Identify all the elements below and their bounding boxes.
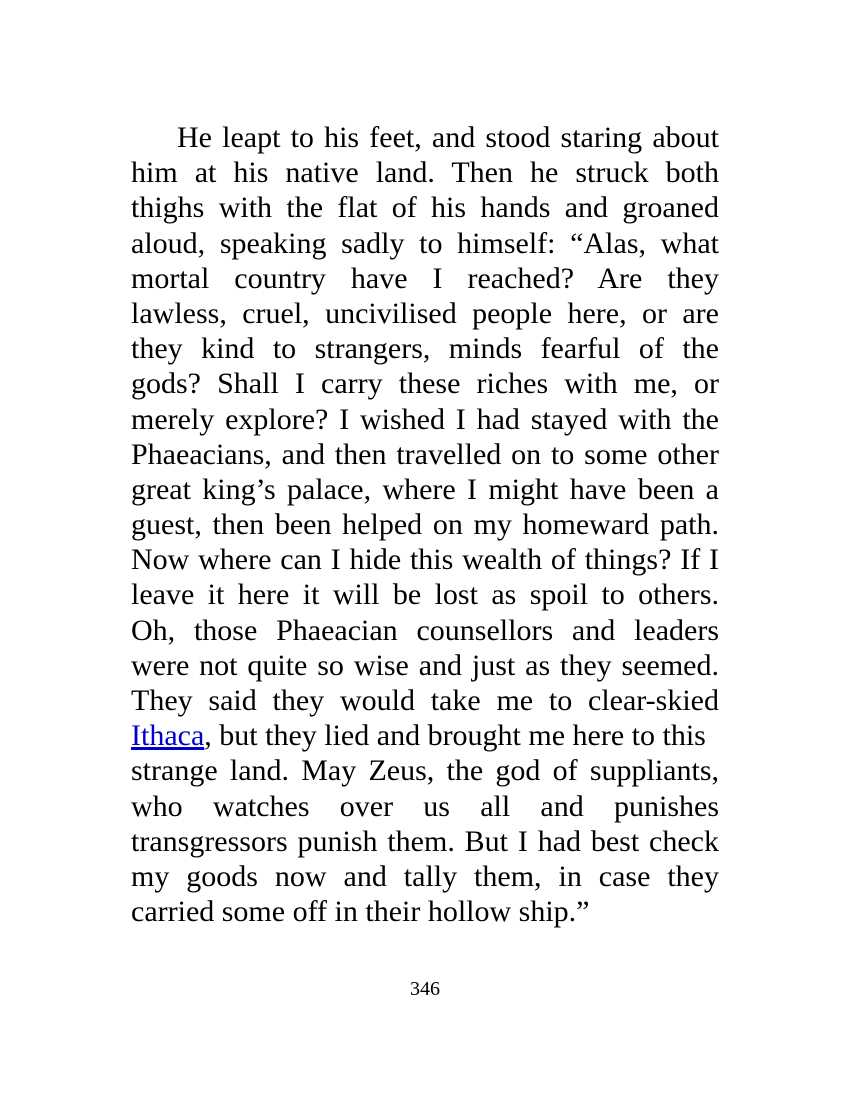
text-line: merely explore? I wished I had stayed with the bbox=[131, 402, 719, 436]
text-line-with-link bbox=[131, 718, 719, 753]
text-line: strange land. May Zeus, the god of suppliants, bbox=[131, 754, 719, 788]
text-line: mortal country have I reached? Are they bbox=[131, 261, 719, 295]
text-line: guest, then been helped on my homeward path. bbox=[131, 508, 719, 542]
text-line: They said they would take me to clear-skied bbox=[131, 684, 719, 717]
text-line: thighs with the flat of his hands and groaned bbox=[131, 191, 719, 225]
text-line: him at his native land. Then he struck both bbox=[131, 156, 719, 190]
text-line: they kind to strangers, minds fearful of the bbox=[131, 332, 719, 366]
text-line: lawless, cruel, uncivilised people here, or are bbox=[131, 296, 719, 330]
text-line: transgressors punish them. But I had best check bbox=[131, 824, 719, 858]
text-line: Oh, those Phaeacian counsellors and leaders bbox=[131, 613, 719, 647]
text-line: Phaeacians, and then travelled on to some other bbox=[131, 437, 719, 471]
text-line-rest: , but they lied and brought me here to this bbox=[204, 719, 706, 753]
page-number: 346 bbox=[410, 978, 440, 1000]
text-line: who watches over us all and punishes bbox=[131, 789, 719, 823]
text-line: were not quite so wise and just as they seemed. bbox=[131, 648, 719, 682]
text-line: He leapt to his feet, and stood staring about bbox=[177, 121, 719, 154]
text-line: gods? Shall I carry these riches with me, or bbox=[131, 367, 719, 401]
body-paragraph bbox=[131, 120, 719, 929]
ithaca-link[interactable]: Ithaca bbox=[131, 719, 205, 753]
text-line: leave it here it will be lost as spoil to others. bbox=[131, 578, 719, 612]
text-line: great king’s palace, where I might have been a bbox=[131, 472, 719, 506]
text-line: my goods now and tally them, in case they bbox=[131, 859, 719, 893]
text-line: carried some off in their hollow ship.” bbox=[131, 895, 590, 929]
text-line: Now where can I hide this wealth of things? If I bbox=[131, 543, 719, 577]
text-line: aloud, speaking sadly to himself: “Alas, what bbox=[131, 226, 719, 260]
